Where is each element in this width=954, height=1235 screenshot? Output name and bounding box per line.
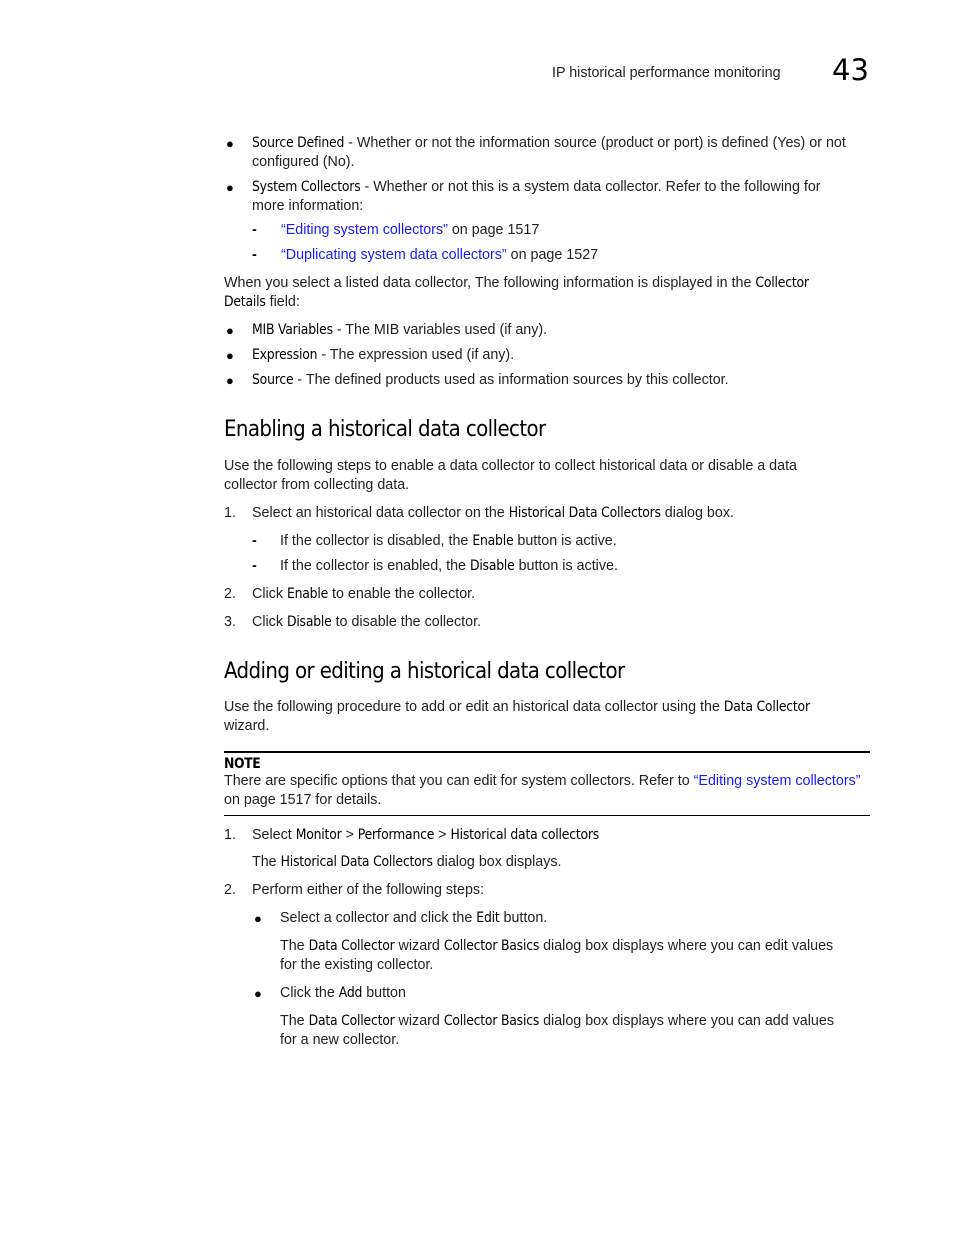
option-result-continuation: for a new collector.: [280, 1032, 400, 1048]
step-text: Click Disable to disable the collector.: [252, 614, 482, 630]
section-heading: Adding or editing a historical data collector: [224, 659, 625, 684]
list-item-continuation: configured (No).: [252, 154, 355, 170]
chapter-number: 43: [832, 53, 869, 87]
bullet-icon: ●: [226, 323, 234, 338]
note-text: on page 1517 for details.: [224, 792, 382, 808]
note-top-rule: [224, 751, 870, 753]
bullet-icon: ●: [226, 136, 234, 151]
step-text: Click Enable to enable the collector.: [252, 586, 476, 602]
step-number: 3.: [224, 614, 236, 630]
paragraph-line: When you select a listed data collector, The following information is displayed in the Collector: [224, 275, 809, 291]
running-header-title: IP historical performance monitoring: [552, 65, 781, 81]
cross-reference: “Duplicating system data collectors” on page 1527: [281, 247, 599, 263]
paragraph-line: Use the following steps to enable a data collector to collect historical data or disable a data: [224, 458, 798, 474]
option-item: Click the Add button: [280, 985, 406, 1001]
bullet-icon: ●: [226, 348, 234, 363]
list-item: Expression - The expression used (if any).: [252, 347, 515, 363]
term: Source Defined: [252, 135, 345, 151]
paragraph-line: wizard.: [224, 718, 270, 734]
section-heading: Enabling a historical data collector: [224, 417, 546, 442]
menu-path-historical-data-collectors: Historical data collectors: [450, 827, 600, 843]
note-text: There are specific options that you can edit for system collectors. Refer to “Editing system collectors”: [224, 773, 861, 789]
link-editing-system-collectors[interactable]: “Editing system collectors”: [693, 773, 861, 789]
list-item: Source Defined - Whether or not the information source (product or port) is defined (Yes) or not: [252, 135, 846, 151]
list-item-continuation: more information:: [252, 198, 364, 214]
option-item: Select a collector and click the Edit button.: [280, 910, 548, 926]
list-item: System Collectors - Whether or not this is a system data collector. Refer to the following for: [252, 179, 821, 195]
bullet-icon: ●: [226, 373, 234, 388]
step-number: 1.: [224, 827, 236, 843]
list-item: MIB Variables - The MIB variables used (if any).: [252, 322, 548, 338]
step-text: Perform either of the following steps:: [252, 882, 485, 898]
dash-icon: -: [252, 247, 257, 263]
bullet-icon: ●: [254, 986, 262, 1001]
step-result: The Historical Data Collectors dialog box displays.: [252, 854, 562, 870]
option-result-continuation: for the existing collector.: [280, 957, 434, 973]
list-item: Source - The defined products used as information sources by this collector.: [252, 372, 729, 388]
step-number: 2.: [224, 882, 236, 898]
option-result: The Data Collector wizard Collector Basics dialog box displays where you can add values: [280, 1013, 834, 1029]
menu-path-performance: Performance: [357, 827, 435, 843]
bullet-icon: ●: [226, 180, 234, 195]
term: System Collectors: [252, 179, 361, 195]
sub-step: If the collector is disabled, the Enable button is active.: [280, 533, 617, 549]
cross-reference: “Editing system collectors” on page 1517: [281, 222, 540, 238]
step-number: 2.: [224, 586, 236, 602]
step-text: Select an historical data collector on the Historical Data Collectors dialog box.: [252, 505, 734, 521]
step-number: 1.: [224, 505, 236, 521]
dash-icon: -: [252, 533, 257, 549]
bullet-icon: ●: [254, 911, 262, 926]
menu-path-monitor: Monitor: [295, 827, 342, 843]
link-editing-system-collectors[interactable]: “Editing system collectors”: [281, 222, 448, 238]
link-duplicating-system-data-collectors[interactable]: “Duplicating system data collectors”: [281, 247, 507, 263]
dash-icon: -: [252, 558, 257, 574]
step-text: Select Monitor > Performance > Historical data collectors: [252, 827, 600, 843]
dash-icon: -: [252, 222, 257, 238]
note-bottom-rule: [224, 815, 870, 816]
sub-step: If the collector is enabled, the Disable button is active.: [280, 558, 618, 574]
option-result: The Data Collector wizard Collector Basics dialog box displays where you can edit values: [280, 938, 834, 954]
note-label: NOTE: [224, 756, 261, 772]
paragraph-line: Use the following procedure to add or edit an historical data collector using the Data Collector: [224, 699, 810, 715]
paragraph-line: collector from collecting data.: [224, 477, 410, 493]
paragraph-line: Details field:: [224, 294, 300, 310]
